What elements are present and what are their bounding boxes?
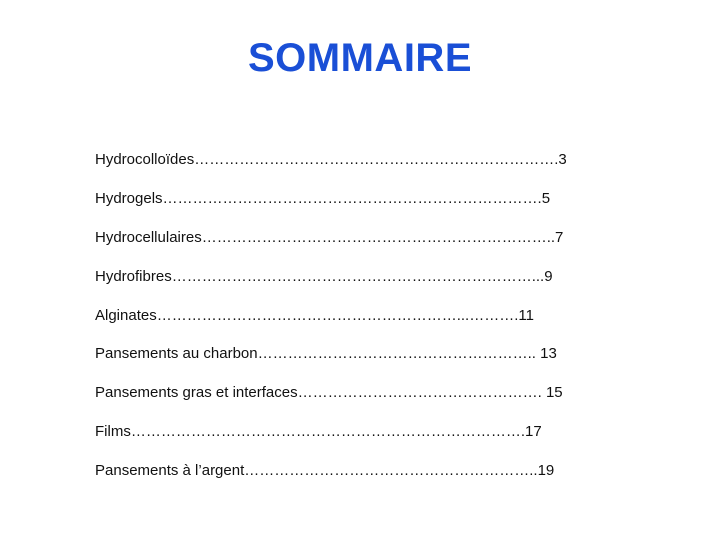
- toc-entry-label: Alginates……………………………………………………...……….11: [95, 306, 534, 324]
- toc-entry-hydrogels: [95, 189, 615, 228]
- toc-entry-label: Hydrogels………………………………………………………………….5: [95, 189, 551, 207]
- toc-entry-pansements-argent: [95, 461, 615, 500]
- toc-entry-alginates: [95, 306, 615, 345]
- toc-entry-hydrocolloides: [95, 150, 615, 189]
- toc-entry-label: Hydrocellulaires……………………………………………………………..7: [95, 228, 564, 246]
- page-title: SOMMAIRE: [248, 36, 472, 80]
- toc-entry-label: Hydrocolloïdes……………………………………………………………….3: [95, 151, 567, 168]
- toc-entry-films: [95, 422, 615, 461]
- toc-entry-hydrocellulaires: [95, 228, 615, 267]
- toc-entry-pansements-charbon: [95, 344, 615, 383]
- toc-entry-pansements-gras: [95, 383, 615, 422]
- table-of-contents: [95, 150, 615, 500]
- toc-entry-label: Pansements au charbon……………………………………………….. 13: [95, 345, 557, 363]
- toc-entry-hydrofibres: [95, 267, 615, 306]
- toc-entry-label: Hydrofibres………………………………………………………………...9: [95, 267, 553, 285]
- toc-entry-label: Pansements gras et interfaces…………………………………………. 15: [95, 384, 563, 402]
- toc-entry-label: Pansements à l’argent…………………………………………………..19: [95, 462, 555, 480]
- toc-entry-label: Films…………………………………………………………………….17: [95, 423, 542, 441]
